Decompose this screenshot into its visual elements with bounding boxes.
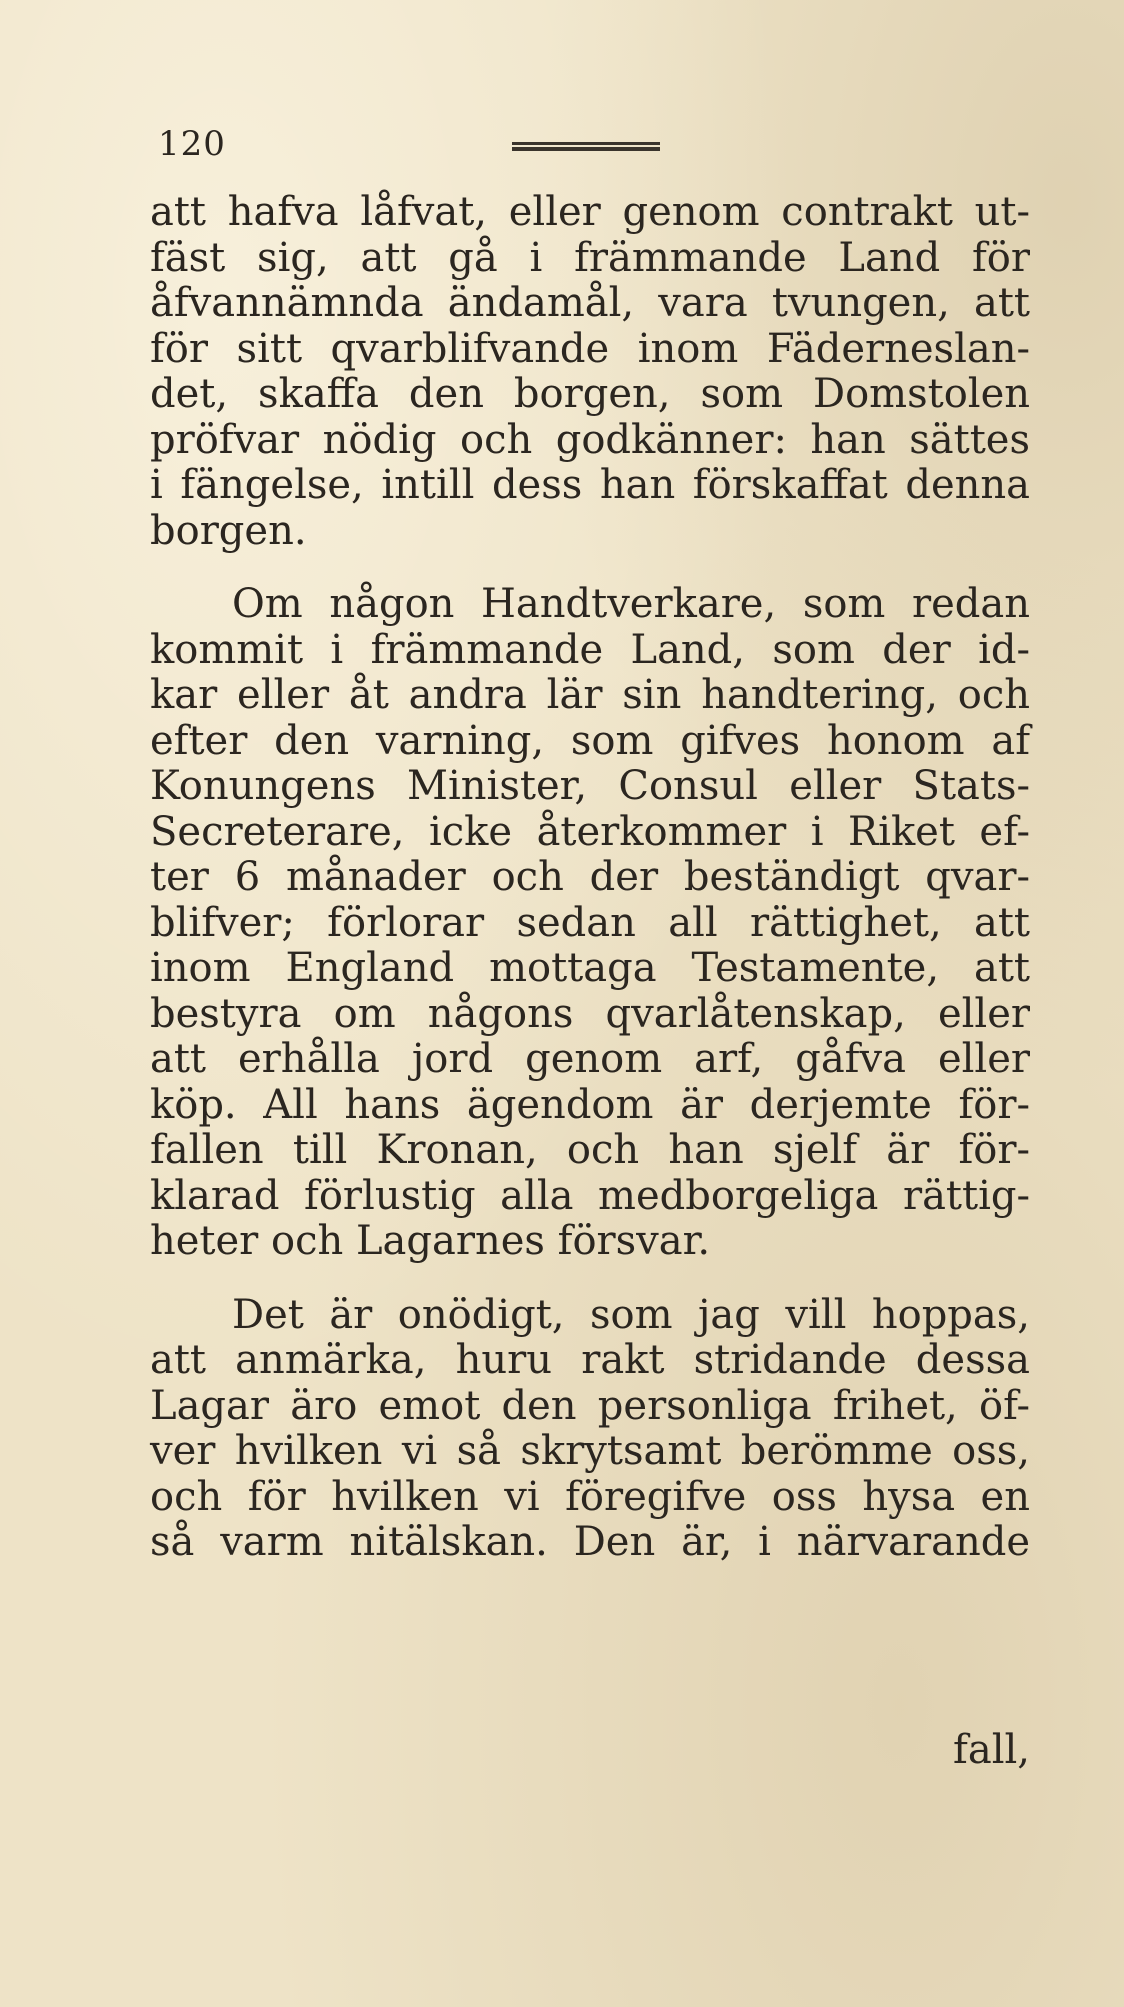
text-line: fallen till Kronan, och han sjelf är för-: [150, 1127, 1030, 1173]
text-line: och för hvilken vi föregifve oss hysa en: [150, 1473, 1030, 1520]
text-line: så varm nitälskan. Den är, i närvarande: [150, 1519, 1030, 1565]
text-line: Secreterare, icke återkommer i Riket ef-: [150, 808, 1030, 855]
text-line: kar eller åt andra lär sin handtering, och: [150, 672, 1030, 718]
text-line: Konungens Minister, Consul eller Stats-: [150, 763, 1030, 809]
text-line: kommit i främmande Land, som der id-: [150, 626, 1030, 673]
text-line: efter den varning, som gifves honom af: [150, 717, 1030, 764]
text-line: att erhålla jord genom arf, gåfva eller: [150, 1036, 1030, 1082]
text-line: borgen.: [150, 507, 307, 554]
text-line: blifver; förlorar sedan all rättighet, att: [150, 899, 1030, 946]
catchword: fall,: [953, 1727, 1030, 1773]
text-line: ver hvilken vi så skrytsamt berömme oss,: [150, 1428, 1030, 1474]
text-line: pröfvar nödig och godkänner: han sättes: [150, 416, 1030, 463]
text-line: åfvannämnda ändamål, vara tvungen, att: [150, 280, 1030, 326]
paragraph-2: [150, 582, 1030, 1265]
text-line: Om någon Handtverkare, som redan: [232, 581, 1030, 627]
text-line: fäst sig, att gå i främmande Land för: [150, 234, 1030, 281]
paragraph-3: [150, 1293, 1030, 1566]
text-line: inom England mottaga Testamente, att: [150, 945, 1030, 991]
text-line: bestyra om någons qvarlåtenskap, eller: [150, 990, 1030, 1037]
text-line: att anmärka, huru rakt stridande dessa: [150, 1337, 1030, 1383]
page-number: 120: [158, 124, 226, 164]
text-line: i fängelse, intill dess han förskaffat denna: [150, 462, 1030, 508]
text-line: Lagar äro emot den personliga frihet, öf-: [150, 1382, 1030, 1429]
body-text: [150, 190, 1030, 1566]
paragraph-gap: [150, 1265, 1030, 1293]
header-ornament-rule: [512, 142, 660, 151]
text-line: det, skaffa den borgen, som Domstolen: [150, 371, 1030, 417]
text-line: för sitt qvarblifvande inom Fäderneslan-: [150, 325, 1030, 372]
text-line: köp. All hans ägendom är derjemte för-: [150, 1081, 1030, 1128]
text-line: Det är onödigt, som jag vill hoppas,: [232, 1291, 1030, 1338]
text-line: heter och Lagarnes försvar.: [150, 1218, 711, 1264]
text-line: att hafva låfvat, eller genom contrakt ut-: [150, 189, 1030, 235]
paragraph-1: [150, 190, 1030, 554]
text-line: klarad förlustig alla medborgeliga rättig-: [150, 1172, 1030, 1219]
text-line: ter 6 månader och der beständigt qvar-: [150, 854, 1030, 900]
page-header: [150, 118, 1030, 168]
paragraph-gap: [150, 554, 1030, 582]
